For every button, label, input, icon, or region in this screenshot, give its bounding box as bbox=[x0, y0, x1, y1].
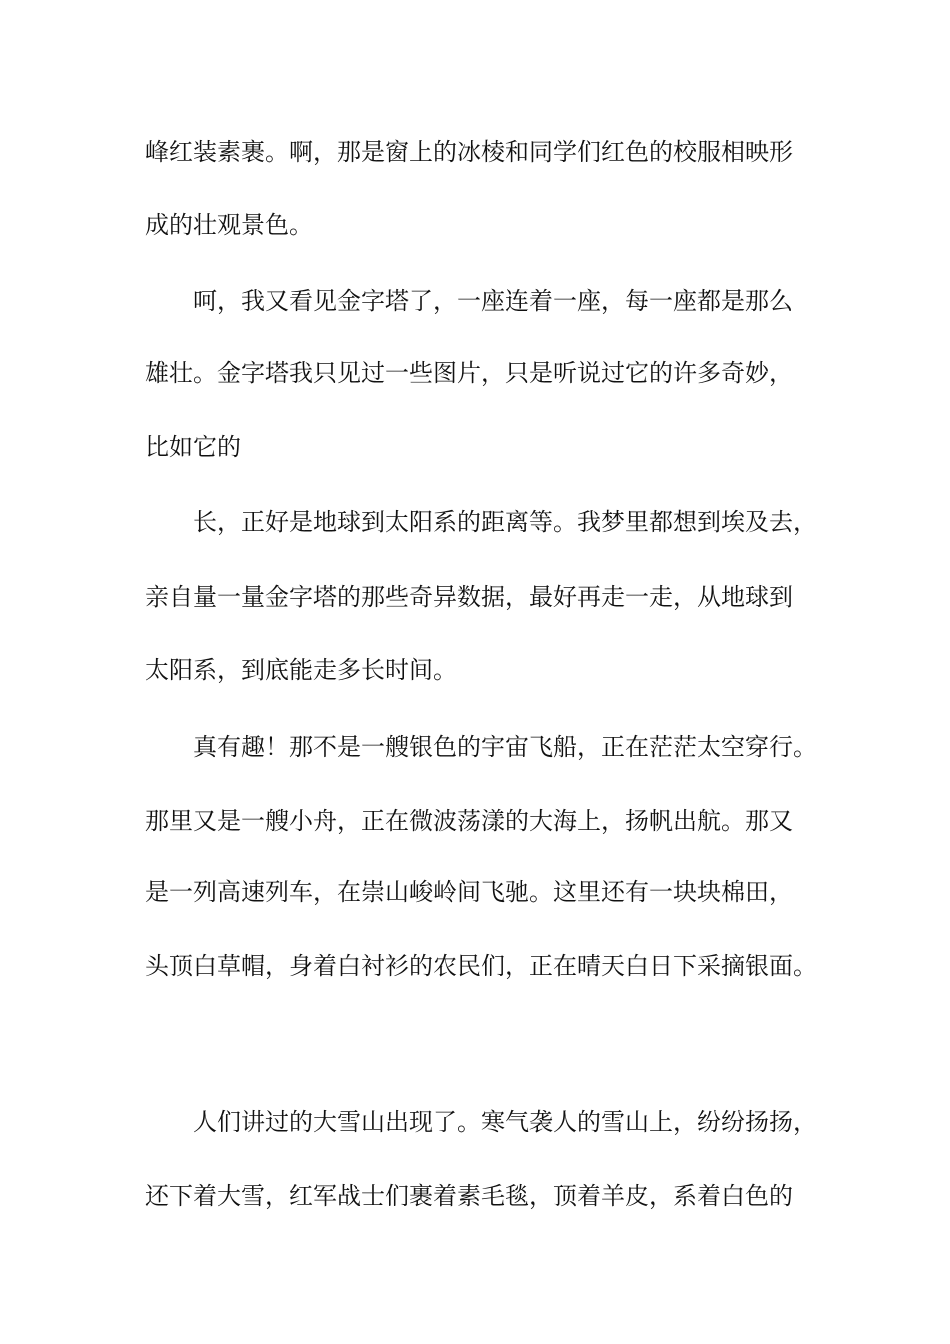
text-line: 还下着大雪，红军战士们裹着素毛毯，顶着羊皮，系着白色的 bbox=[145, 1182, 793, 1210]
paragraph-start-line: 真有趣！那不是一艘银色的宇宙飞船，正在茫茫太空穿行。 bbox=[193, 733, 817, 761]
text-line: 雄壮。金字塔我只见过一些图片，只是听说过它的许多奇妙， bbox=[145, 359, 793, 387]
text-line: 比如它的 bbox=[145, 433, 241, 461]
paragraph-start-line: 呵，我又看见金字塔了，一座连着一座，每一座都是那么 bbox=[193, 287, 793, 315]
text-line: 亲自量一量金字塔的那些奇异数据，最好再走一走，从地球到 bbox=[145, 583, 793, 611]
text-line: 是一列高速列车，在崇山峻岭间飞驰。这里还有一块块棉田， bbox=[145, 878, 793, 906]
text-line: 峰红装素裹。啊，那是窗上的冰棱和同学们红色的校服相映形 bbox=[145, 138, 793, 166]
text-line: 头顶白草帽，身着白衬衫的农民们，正在晴天白日下采摘银面。 bbox=[145, 952, 817, 980]
text-line: 成的壮观景色。 bbox=[145, 211, 313, 239]
text-line: 太阳系，到底能走多长时间。 bbox=[145, 656, 457, 684]
text-line: 那里又是一艘小舟，正在微波荡漾的大海上，扬帆出航。那又 bbox=[145, 807, 793, 835]
paragraph-start-line: 长，正好是地球到太阳系的距离等。我梦里都想到埃及去， bbox=[193, 508, 817, 536]
paragraph-start-line: 人们讲过的大雪山出现了。寒气袭人的雪山上，纷纷扬扬， bbox=[193, 1108, 817, 1136]
